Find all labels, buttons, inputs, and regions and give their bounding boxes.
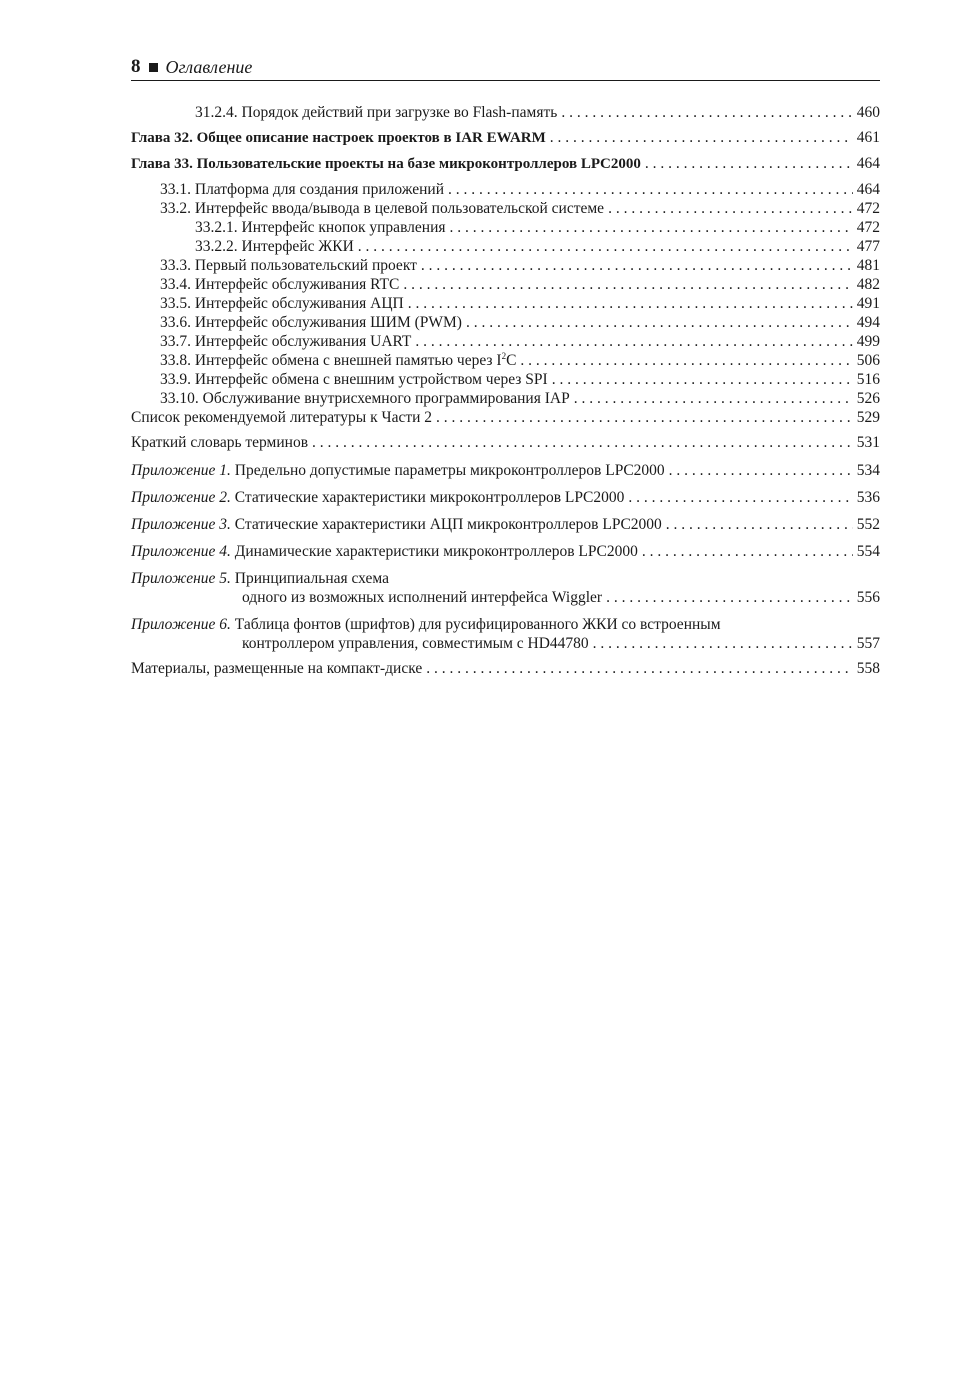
toc-entry-cd-materials[interactable] <box>131 659 880 678</box>
toc-entry-page: 499 <box>856 333 880 350</box>
toc-entry-page: 460 <box>856 104 880 121</box>
toc-entry-title: 33.3. Первый пользовательский проект <box>160 257 417 274</box>
appendix-label: Приложение 6. <box>131 616 231 633</box>
dot-leader <box>669 461 853 480</box>
dot-leader <box>628 488 852 507</box>
dot-leader <box>466 313 853 332</box>
toc-entry-31-2-4[interactable] <box>131 103 880 122</box>
appendix-title: Принципиальная схема <box>234 570 390 587</box>
toc-entry-appendix-1[interactable] <box>131 461 880 480</box>
toc-entry-appendix-4[interactable] <box>131 542 880 561</box>
dot-leader <box>645 154 853 173</box>
toc-entry-title: 31.2.4. Порядок действий при загрузке во Flash-память <box>195 104 558 121</box>
toc-entry-page: 482 <box>856 276 880 293</box>
toc-entry-title <box>160 351 516 370</box>
dot-leader <box>593 634 853 653</box>
toc-entry-title: Материалы, размещенные на компакт-диске <box>131 660 423 677</box>
toc-entry-title: 33.2. Интерфейс ввода/вывода в целевой пользовательской системе <box>160 200 605 217</box>
dot-leader <box>450 218 853 237</box>
dot-leader <box>561 103 852 122</box>
toc-entry-page: 491 <box>856 295 880 312</box>
dot-leader <box>421 256 853 275</box>
appendix-label: Приложение 1. <box>131 462 231 479</box>
toc-entry-33-5[interactable] <box>131 294 880 313</box>
dot-leader <box>312 433 853 452</box>
toc-entry-title: 33.10. Обслуживание внутрисхемного программирования IAP <box>160 390 570 407</box>
dot-leader <box>642 542 853 561</box>
toc-entry-appendix-5-line-2[interactable] <box>131 588 880 607</box>
toc-entry-page: 481 <box>856 257 880 274</box>
dot-leader <box>408 294 853 313</box>
toc-entry-title: 33.5. Интерфейс обслуживания АЦП <box>160 295 404 312</box>
toc-entry-appendix-6-line-1[interactable] <box>131 615 880 634</box>
toc-entry-page: 529 <box>856 409 880 426</box>
toc-entry-title: 33.6. Интерфейс обслуживания ШИМ (PWM) <box>160 314 462 331</box>
header-title: Оглавление <box>165 56 253 77</box>
toc-entry-page: 536 <box>856 489 880 506</box>
toc-entry-title: 33.2.1. Интерфейс кнопок управления <box>195 219 446 236</box>
appendix-title: Таблица фонтов (шрифтов) для русифицированного ЖКИ со встроенным <box>234 616 721 633</box>
appendix-title: Статические характеристики микроконтроллеров LPC2000 <box>234 489 625 506</box>
toc-entry-page: 464 <box>856 155 880 172</box>
toc-entry-title: Список рекомендуемой литературы к Части 2 <box>131 409 433 426</box>
appendix-title: Динамические характеристики микроконтроллеров LPC2000 <box>234 543 638 560</box>
dot-leader <box>403 275 852 294</box>
toc-entry-references[interactable] <box>131 408 880 427</box>
toc-entry-page: 472 <box>856 219 880 236</box>
dot-leader <box>574 389 853 408</box>
toc-entry-page: 516 <box>856 371 880 388</box>
appendix-title-continued: контроллером управления, совместимым с HD44780 <box>242 635 589 652</box>
toc-entry-appendix-3[interactable] <box>131 515 880 534</box>
toc-entry-page: 531 <box>856 434 880 451</box>
toc-entry-33-1[interactable] <box>131 180 880 199</box>
square-bullet-icon <box>149 63 158 72</box>
toc-entry-33-6[interactable] <box>131 313 880 332</box>
dot-leader <box>552 370 853 389</box>
dot-leader <box>415 332 852 351</box>
toc-entry-title <box>131 615 721 634</box>
toc-entry-33-4[interactable] <box>131 275 880 294</box>
toc-entry-title <box>131 515 662 534</box>
toc-entry-title: Глава 33. Пользовательские проекты на базе микроконтроллеров LPC2000 <box>131 156 641 172</box>
toc-entry-title: 33.2.2. Интерфейс ЖКИ <box>195 238 354 255</box>
appendix-title: Статические характеристики АЦП микроконтроллеров LPC2000 <box>234 516 662 533</box>
dot-leader <box>426 659 853 678</box>
toc-entry-page: 556 <box>856 589 880 606</box>
toc-entry-33-2[interactable] <box>131 199 880 218</box>
dot-leader <box>666 515 853 534</box>
table-of-contents <box>131 103 880 678</box>
toc-entry-appendix-2[interactable] <box>131 488 880 507</box>
toc-entry-title <box>131 569 389 588</box>
dot-leader <box>358 237 853 256</box>
toc-entry-title: 33.9. Интерфейс обмена с внешним устройством через SPI <box>160 371 548 388</box>
dot-leader <box>448 180 853 199</box>
appendix-label: Приложение 4. <box>131 543 231 560</box>
dot-leader <box>608 199 853 218</box>
toc-entry-title-part: 33.8. Интерфейс обмена с внешней памятью через I <box>160 352 502 369</box>
toc-entry-page: 472 <box>856 200 880 217</box>
toc-entry-title-part: C <box>506 352 517 369</box>
toc-entry-title: 33.7. Интерфейс обслуживания UART <box>160 333 412 350</box>
toc-entry-page: 494 <box>856 314 880 331</box>
toc-entry-title: 33.1. Платформа для создания приложений <box>160 181 444 198</box>
dot-leader <box>606 588 853 607</box>
toc-entry-chapter-32[interactable] <box>131 128 880 148</box>
appendix-title: Предельно допустимые параметры микроконтроллеров LPC2000 <box>234 462 665 479</box>
toc-entry-title: Краткий словарь терминов <box>131 434 309 451</box>
appendix-title-continued: одного из возможных исполнений интерфейса Wiggler <box>242 589 603 606</box>
toc-entry-glossary[interactable] <box>131 433 880 452</box>
toc-entry-page: 558 <box>856 660 880 677</box>
toc-entry-page: 534 <box>856 462 880 479</box>
appendix-label: Приложение 3. <box>131 516 231 533</box>
toc-entry-appendix-5-line-1[interactable] <box>131 569 880 588</box>
toc-entry-title <box>131 542 638 561</box>
toc-entry-chapter-33[interactable] <box>131 154 880 174</box>
dot-leader <box>520 351 852 370</box>
toc-entry-page: 557 <box>856 635 880 652</box>
superscript: 2 <box>501 350 507 361</box>
toc-entry-page: 464 <box>856 181 880 198</box>
toc-entry-33-2-1[interactable] <box>131 218 880 237</box>
toc-entry-title <box>131 461 665 480</box>
toc-entry-page: 552 <box>856 516 880 533</box>
appendix-label: Приложение 2. <box>131 489 231 506</box>
dot-leader <box>550 128 853 147</box>
toc-entry-page: 526 <box>856 390 880 407</box>
appendix-label: Приложение 5. <box>131 570 231 587</box>
toc-entry-33-10[interactable] <box>131 389 880 408</box>
toc-entry-page: 506 <box>856 352 880 369</box>
page-number: 8 <box>131 56 141 77</box>
toc-entry-page: 554 <box>856 543 880 560</box>
toc-entry-page: 477 <box>856 238 880 255</box>
running-header <box>131 54 880 81</box>
toc-entry-33-7[interactable] <box>131 332 880 351</box>
toc-entry-title <box>131 488 624 507</box>
toc-entry-33-9[interactable] <box>131 370 880 389</box>
toc-entry-33-8[interactable] <box>131 351 880 370</box>
toc-entry-appendix-6-line-2[interactable] <box>131 634 880 653</box>
toc-entry-page: 461 <box>856 129 880 146</box>
dot-leader <box>436 408 853 427</box>
toc-entry-33-3[interactable] <box>131 256 880 275</box>
toc-entry-title: Глава 32. Общее описание настроек проектов в IAR EWARM <box>131 130 546 146</box>
toc-entry-33-2-2[interactable] <box>131 237 880 256</box>
toc-entry-title: 33.4. Интерфейс обслуживания RTC <box>160 276 400 293</box>
